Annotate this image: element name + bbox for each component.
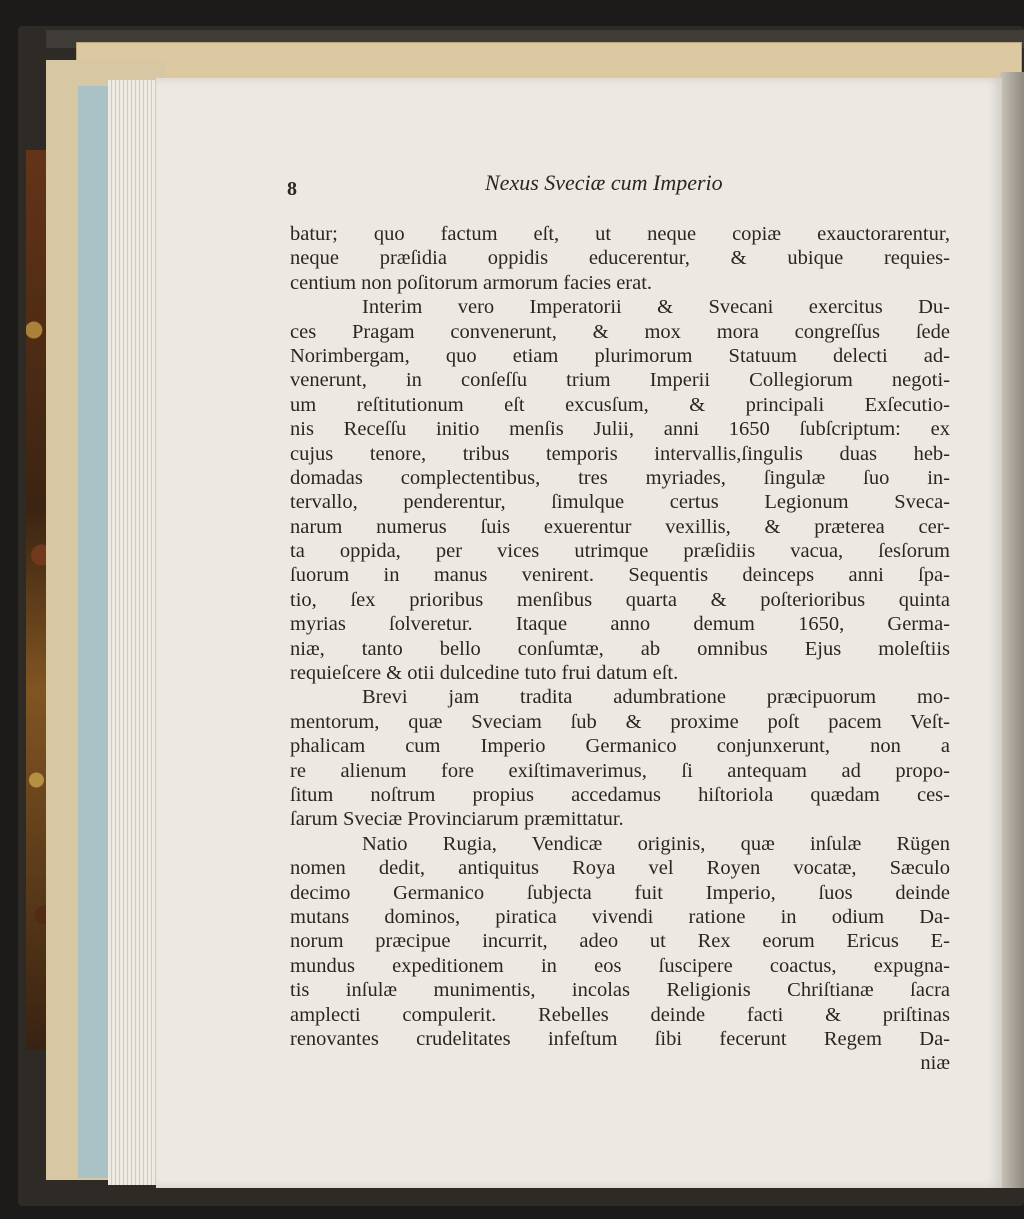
text-line: ces Pragam convenerunt, & mox mora congreſſus ſede (290, 320, 950, 343)
blue-flyleaf-edge (78, 86, 110, 1178)
text-line: batur; quo factum eſt, ut neque copiæ exauctorarentur, (290, 223, 950, 245)
text-line: renovantes crudelitates infeſtum ſibi fecerunt Regem Da- (290, 1027, 950, 1050)
text-line: myrias ſolveretur. Itaque anno demum 1650, Germa- (290, 613, 950, 636)
text-line: ta oppida, per vices utrimque præſidiis vacua, ſesſorum (290, 540, 950, 563)
text-line: phalicam cum Imperio Germanico conjunxerunt, non a (290, 735, 950, 758)
text-line: ſuorum in manus venirent. Sequentis deinceps anni ſpa- (290, 564, 950, 587)
text-line: ſarum Sveciæ Provinciarum præmittatur. (290, 808, 624, 831)
text-line: re alienum fore exiſtimaverimus, ſi antequam ad propo- (290, 759, 950, 782)
text-line: requieſcere & otii dulcedine tuto frui datum eſt. (290, 662, 679, 685)
text-line: decimo Germanico ſubjecta fuit Imperio, ſuos deinde (290, 881, 950, 904)
text-line: nomen dedit, antiquitus Roya vel Royen vocatæ, Sæculo (290, 857, 950, 880)
text-line: narum numerus ſuis exuerentur vexillis, & præterea cer- (290, 515, 950, 538)
text-line: neque præſidia oppidis educerentur, & ubique requies- (290, 247, 950, 270)
text-line: tervallo, penderentur, ſimulque certus Legionum Sveca- (290, 491, 950, 514)
text-line: Interim vero Imperatorii & Svecani exercitus Du- (362, 296, 950, 319)
text-line: domadas complectentibus, tres myriades, ſingulæ ſuo in- (290, 466, 950, 489)
text-line: nis Receſſu initio menſis Julii, anni 1650 ſubſcriptum: ex (290, 418, 950, 441)
text-line: tis inſulæ munimentis, incolas Religionis Chriſtianæ ſacra (290, 979, 950, 1002)
text-line: um reſtitutionum eſt excusſum, & principali Exſecutio- (290, 393, 950, 416)
page-number: 8 (287, 178, 297, 200)
text-line: venerunt, in conſeſſu trium Imperii Collegiorum negoti- (290, 369, 950, 392)
text-line: norum præcipue incurrit, adeo ut Rex eorum Ericus E- (290, 930, 950, 953)
running-head: Nexus Sveciæ cum Imperio (485, 170, 723, 195)
text-line: cujus tenore, tribus temporis intervallis,ſingulis duas heb- (290, 442, 950, 465)
page-edges (108, 80, 158, 1185)
text-line: tio, ſex prioribus menſibus quarta & poſterioribus quinta (290, 588, 950, 611)
page-right-edge (1000, 72, 1024, 1188)
text-line: amplecti compulerit. Rebelles deinde facti & priſtinas (290, 1003, 950, 1026)
text-line: Natio Rugia, Vendicæ originis, quæ inſulæ Rügen (362, 832, 950, 855)
text-line: mutans dominos, piratica vivendi ratione in odium Da- (290, 905, 950, 928)
text-line: Norimbergam, quo etiam plurimorum Statuum delecti ad- (290, 344, 950, 367)
body-text (290, 222, 950, 1076)
text-line: centium non poſitorum armorum facies erat. (290, 271, 653, 294)
text-line: mentorum, quæ Sveciam ſub & proxime poſt pacem Veſt- (290, 710, 950, 733)
text-line: ſitum noſtrum propius accedamus hiſtoriola quædam ces- (290, 783, 950, 806)
text-line: Brevi jam tradita adumbratione præcipuorum mo- (362, 686, 950, 709)
text-line: mundus expeditionem in eos ſuscipere coactus, expugna- (290, 954, 950, 977)
text-line: niæ, tanto bello conſumtæ, ab omnibus Ejus moleſtiis (290, 637, 950, 660)
catchword: niæ (920, 1052, 950, 1075)
